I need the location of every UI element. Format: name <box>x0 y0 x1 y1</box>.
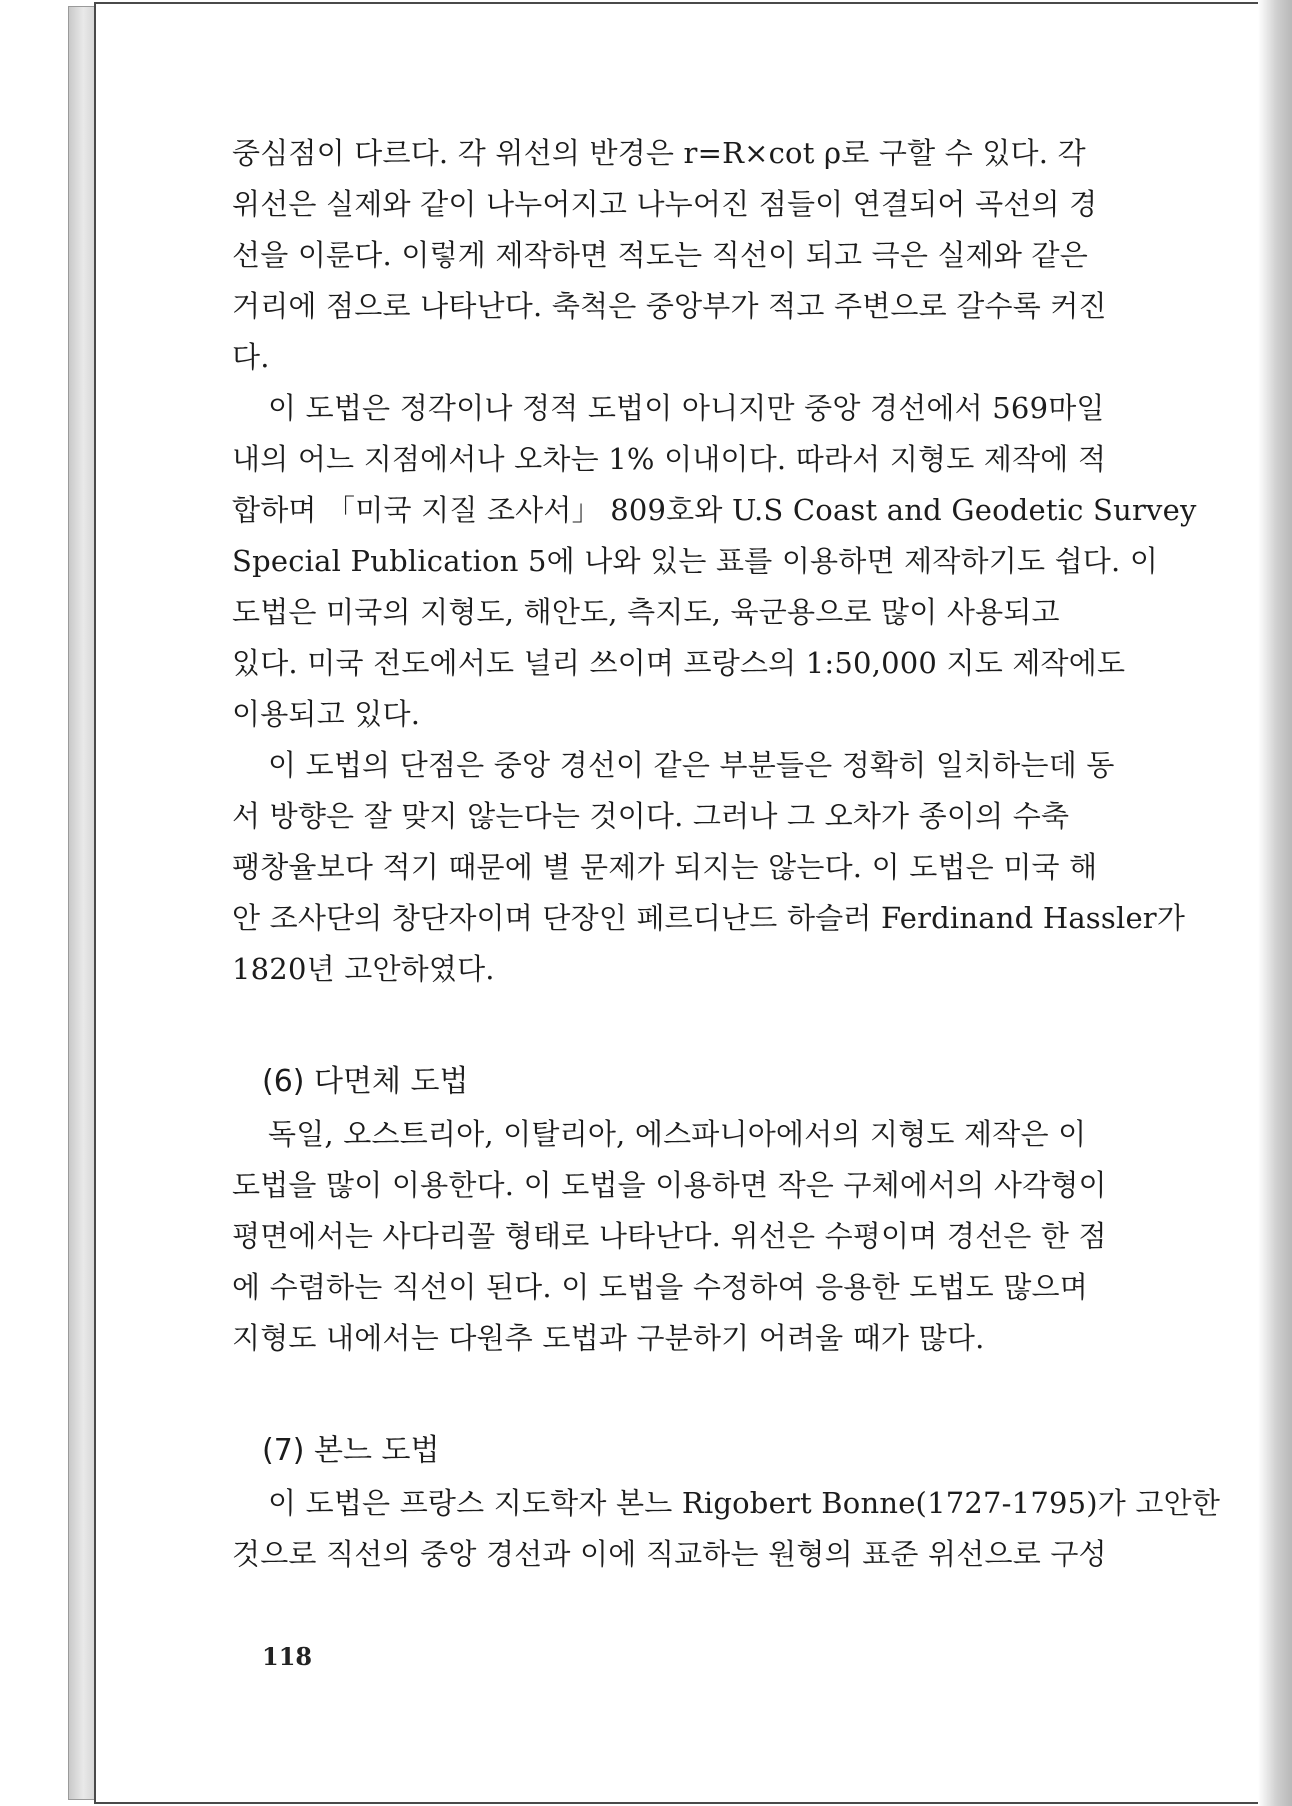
text-line: 합하며 「미국 지질 조사서」 809호와 U.S Coast and Geodetic Survey <box>232 493 1197 527</box>
text-line: 선을 이룬다. 이렇게 제작하면 적도는 직선이 되고 극은 실제와 같은 <box>232 238 1088 272</box>
text-line: 도법은 미국의 지형도, 해안도, 측지도, 육군용으로 많이 사용되고 <box>232 595 1060 629</box>
text-line: 서 방향은 잘 맞지 않는다는 것이다. 그러나 그 오차가 종이의 수축 <box>232 799 1070 833</box>
text-line: 이 도법은 정각이나 정적 도법이 아니지만 중앙 경선에서 569마일 <box>268 391 1105 425</box>
text-line: 도법을 많이 이용한다. 이 도법을 이용하면 작은 구체에서의 사각형이 <box>232 1168 1107 1202</box>
section-heading: (7) 본느 도법 <box>262 1433 440 1468</box>
text-line: 독일, 오스트리아, 이탈리아, 에스파니아에서의 지형도 제작은 이 <box>268 1117 1087 1151</box>
text-line: 이용되고 있다. <box>232 697 421 731</box>
text-line: 안 조사단의 창단자이며 단장인 페르디난드 하슬러 Ferdinand Hassler가 <box>232 901 1186 935</box>
book-spine-edge <box>68 6 96 1800</box>
text-line: 평면에서는 사다리꼴 형태로 나타난다. 위선은 수평이며 경선은 한 점 <box>232 1219 1107 1253</box>
text-line: 있다. 미국 전도에서도 널리 쓰이며 프랑스의 1:50,000 지도 제작에도 <box>232 646 1126 680</box>
text-line: 위선은 실제와 같이 나누어지고 나누어진 점들이 연결되어 곡선의 경 <box>232 187 1098 221</box>
text-line: 다. <box>232 340 270 374</box>
text-line: 팽창율보다 적기 때문에 별 문제가 되지는 않는다. 이 도법은 미국 해 <box>232 850 1098 884</box>
text-line: 1820년 고안하였다. <box>232 952 495 986</box>
text-line: 중심점이 다르다. 각 위선의 반경은 r=R×cot ρ로 구할 수 있다. 각 <box>232 136 1086 170</box>
page-number: 118 <box>262 1642 313 1671</box>
text-line: 이 도법은 프랑스 지도학자 본느 Rigobert Bonne(1727-1795)가 고안한 <box>268 1486 1221 1520</box>
text-line: 이 도법의 단점은 중앙 경선이 같은 부분들은 정확히 일치하는데 동 <box>268 748 1115 782</box>
text-line: 내의 어느 지점에서나 오차는 1% 이내이다. 따라서 지형도 제작에 적 <box>232 442 1107 476</box>
page-edge-shadow <box>1258 0 1292 1806</box>
text-line: 거리에 점으로 나타난다. 축척은 중앙부가 적고 주변으로 갈수록 커진 <box>232 289 1107 323</box>
text-line: 에 수렴하는 직선이 된다. 이 도법을 수정하여 응용한 도법도 많으며 <box>232 1270 1088 1304</box>
text-line: Special Publication 5에 나와 있는 표를 이용하면 제작하기도 쉽다. 이 <box>232 544 1159 578</box>
section-heading: (6) 다면체 도법 <box>262 1064 469 1099</box>
text-line: 지형도 내에서는 다원추 도법과 구분하기 어려울 때가 많다. <box>232 1321 985 1355</box>
body-text <box>232 128 1221 1580</box>
text-line: 것으로 직선의 중앙 경선과 이에 직교하는 원형의 표준 위선으로 구성 <box>232 1537 1107 1571</box>
